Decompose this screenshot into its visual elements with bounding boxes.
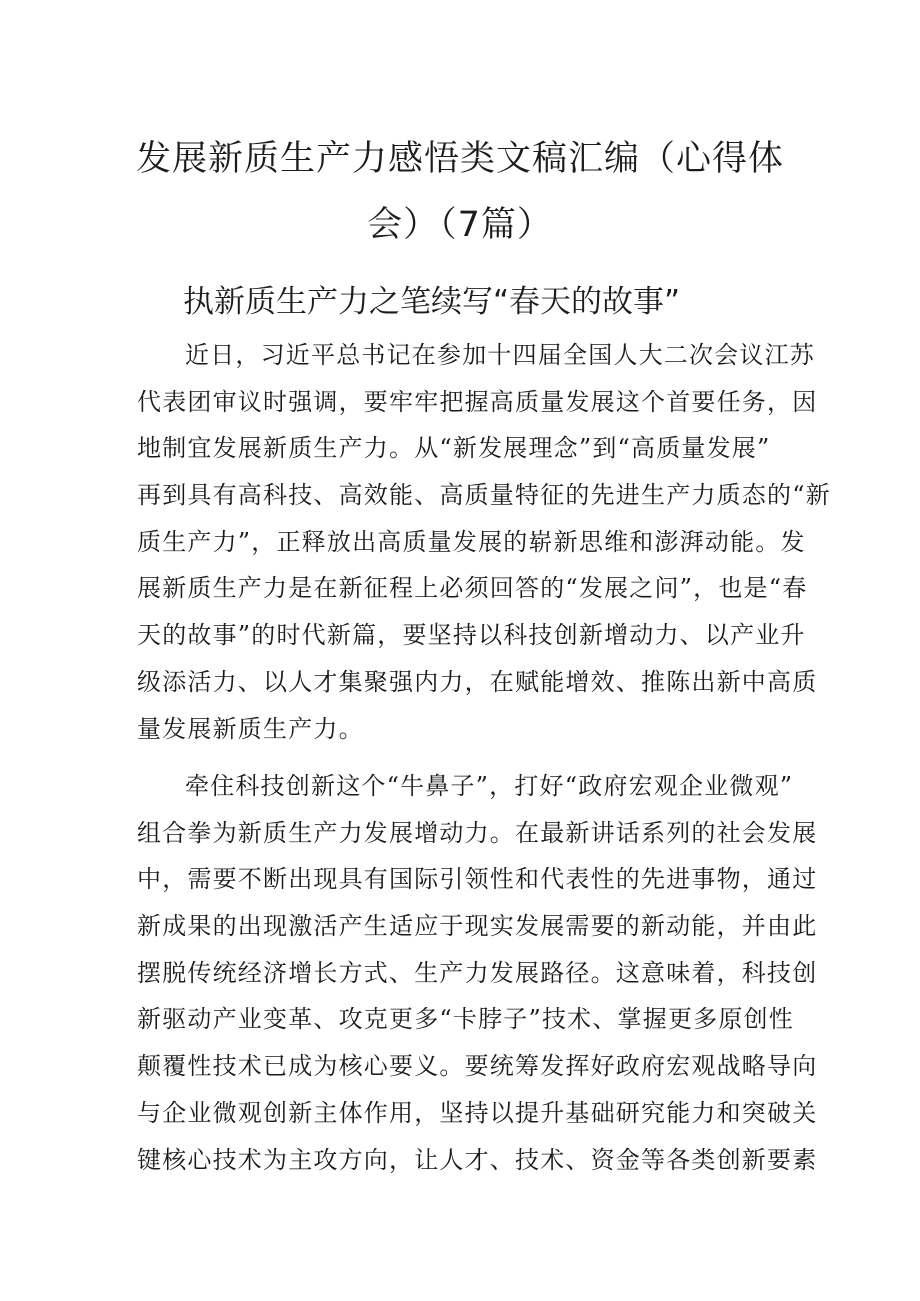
- paragraph-line: 天的故事”的时代新篇，要坚持以科技创新增动力、以产业升: [137, 621, 806, 650]
- paragraph-line: 质生产力”，正释放出高质量发展的崭新思维和澎湃动能。发: [137, 527, 806, 556]
- paragraph-line: 中，需要不断出现具有国际引领性和代表性的先进事物，通过: [137, 865, 818, 894]
- paragraph-line: 展新质生产力是在新征程上必须回答的“发展之问”，也是“春: [137, 574, 808, 603]
- document-title-line-2: 会）（7篇）: [367, 205, 553, 245]
- paragraph-line: 与企业微观创新主体作用，坚持以提升基础研究能力和突破关: [137, 1098, 818, 1127]
- document-title-line-1: 发展新质生产力感悟类文稿汇编（心得体: [135, 139, 784, 179]
- paragraph-line: 地制宜发展新质生产力。从“新发展理念”到“高质量发展”: [137, 434, 771, 463]
- paragraph-line: 级添活力、以人才集聚强内力，在赋能增效、推陈出新中高质: [137, 667, 818, 696]
- section-heading: 执新质生产力之笔续写“春天的故事”: [183, 284, 681, 320]
- paragraph-line: 代表团审议时强调，要牢牢把握高质量发展这个首要任务，因: [137, 387, 818, 416]
- paragraph-line: 近日，习近平总书记在参加十四届全国人大二次会议江苏: [185, 341, 815, 369]
- paragraph-1: [137, 332, 831, 752]
- paragraph-2: [137, 763, 818, 1183]
- paragraph-line: 量发展新质生产力。: [137, 714, 364, 743]
- paragraph-line: 新成果的出现激活产生适应于现实发展需要的新动能，并由此: [137, 912, 818, 941]
- paragraph-line: 新驱动产业变革、攻克更多“卡脖子”技术、掌握更多原创性: [137, 1005, 794, 1034]
- paragraph-line: 组合拳为新质生产力发展增动力。在最新讲话系列的社会发展: [137, 818, 818, 847]
- paragraph-line: 键核心技术为主攻方向，让人才、技术、资金等各类创新要素: [137, 1145, 818, 1174]
- paragraph-line: 再到具有高科技、高效能、高质量特征的先进生产力质态的“新: [137, 481, 831, 510]
- paragraph-line: 摆脱传统经济增长方式、生产力发展路径。这意味着，科技创: [137, 958, 818, 987]
- paragraph-line: 颠覆性技术已成为核心要义。要统筹发挥好政府宏观战略导向: [137, 1052, 818, 1081]
- paragraph-line: 牵住科技创新这个“牛鼻子”，打好“政府宏观企业微观”: [185, 772, 794, 800]
